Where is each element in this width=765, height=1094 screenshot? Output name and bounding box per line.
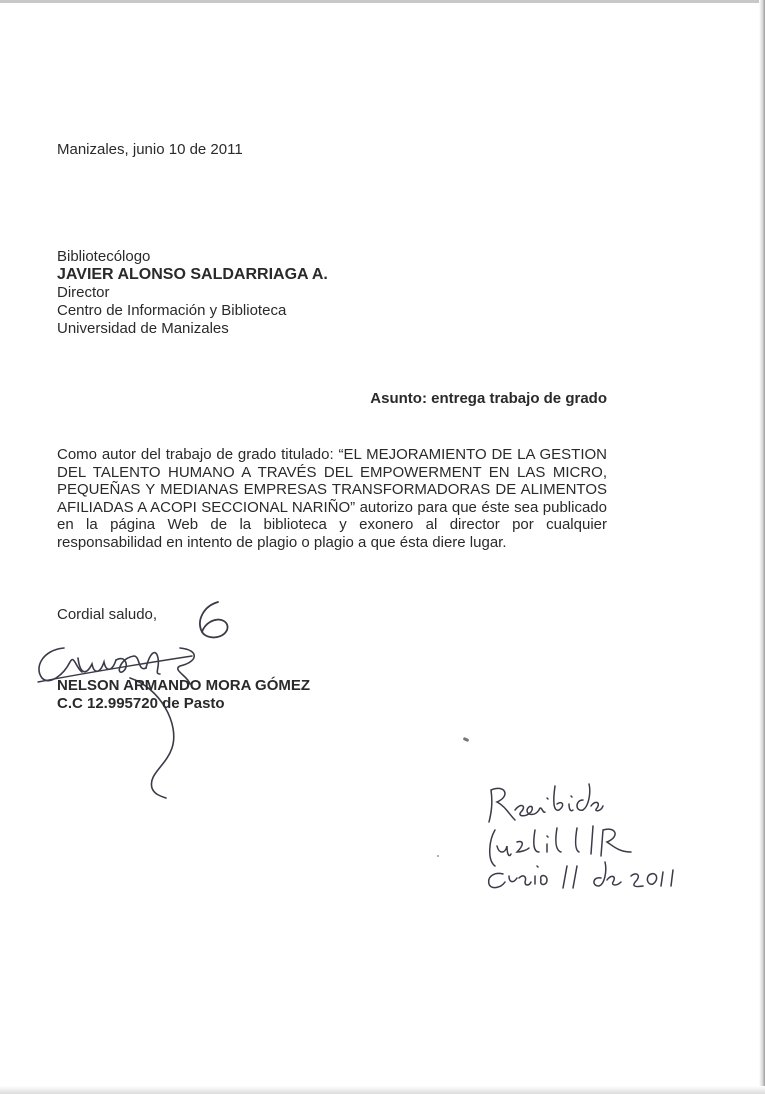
letter-closing: Cordial saludo, bbox=[57, 606, 158, 623]
ink-speck bbox=[463, 737, 470, 742]
signer-id: C.C 12.995720 de Pasto bbox=[57, 695, 225, 712]
letter-body: Como autor del trabajo de grado titulado: “EL MEJORAMIENTO DE LA GESTION DEL TALENTO HUMANO A TRAVÉS DEL EMPOWERMENT EN LAS MICRO, PEQUEÑAS Y MEDIANAS EMPRESAS TRANSFORMADORAS DE ALIMENTOS AFILIADAS A ACOPI SECCIONAL NARIÑO” autorizo para que éste sea publicado en la página Web de la biblioteca y exonero al director por cualquier responsabilidad en intento de plagio o plagio a que ésta diere lugar. bbox=[57, 446, 607, 551]
recipient-title: Bibliotecólogo bbox=[57, 248, 151, 265]
letter-date: Manizales, junio 10 de 2011 bbox=[57, 141, 243, 158]
scan-edge-bottom bbox=[0, 1086, 765, 1094]
recipient-institution: Universidad de Manizales bbox=[57, 320, 229, 337]
handwritten-received-note bbox=[475, 770, 685, 900]
recipient-name: JAVIER ALONSO SALDARRIAGA A. bbox=[57, 266, 328, 283]
recipient-position: Director bbox=[57, 284, 110, 301]
signer-name: NELSON ARMANDO MORA GÓMEZ bbox=[57, 677, 311, 694]
recipient-block bbox=[57, 248, 328, 338]
scan-edge-right bbox=[759, 0, 765, 1094]
ink-speck-small bbox=[437, 855, 439, 857]
signature-mark bbox=[30, 628, 215, 803]
scan-edge-top bbox=[0, 0, 765, 3]
letter-subject: Asunto: entrega trabajo de grado bbox=[370, 390, 607, 407]
recipient-department: Centro de Información y Biblioteca bbox=[57, 302, 287, 319]
